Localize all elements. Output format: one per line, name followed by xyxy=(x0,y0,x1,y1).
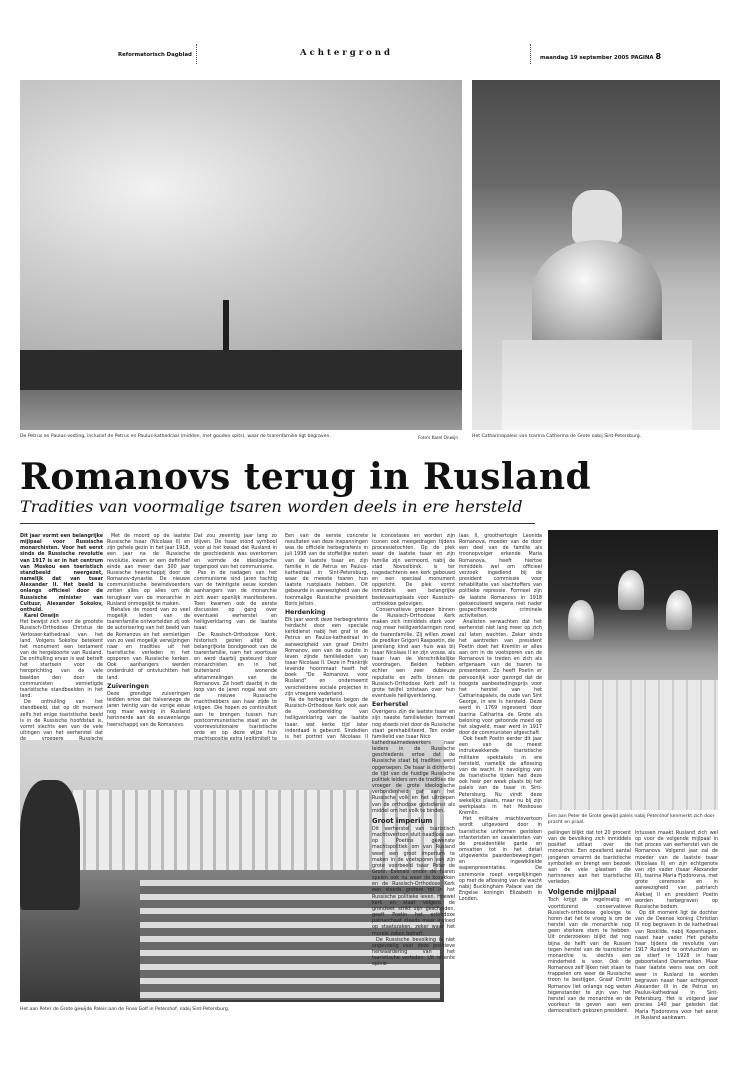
fortress-photo xyxy=(20,80,462,430)
skyline xyxy=(20,350,462,390)
paragraph: le iconostases en worden zijn iconen ook meegedragen tijdens processietochten. Op de plek waar de laatste tsaar en zijn familie zijn vermoord, nabij de stad Novosibirsk, is ter nagedachtenis een kerk gebouwd en een speciaal monument opgericht. De plek vormt inmiddels een belangrijke bedevaartsplaats voor Russisch-orthodoxe gelovigen. xyxy=(372,533,455,607)
page-number: 8 xyxy=(655,52,662,61)
issue-date: maandag 19 september 2005 xyxy=(540,55,629,61)
double-eagle-ornament xyxy=(572,190,622,245)
palace-dome xyxy=(532,240,662,350)
photo-credit: Foto's Karel Onwijn xyxy=(418,435,458,440)
tree xyxy=(20,780,80,910)
article-subtitle: Tradities van voormalige tsaren worden deels in ere hersteld xyxy=(20,497,523,516)
paragraph: Analisten verwachten dat het eerherstel niet lang meer op zich zal laten wachten. Zeker sinds het aantreden van president Poetin doet het Kremlin er alles aan om in de voetsporen van de Romanovs te treden en zich als erfgenaam van de tsaren te presenteren. Zo heeft Poetin er persoonlijk voor gezorgd dat de hoogste aanbestedingsprijs voor het herstel van het Catharinapaleis, de oude van Sint George, in ere is hersteld. Deze werd in 1769 ingevoerd door tsarina Catharina de Grote als beloning voor getoonde moed op het slagveld, maar werd in 1917 door de communisten afgeschaft. xyxy=(459,619,542,736)
subheading-zuiveringen: Zuiveringen xyxy=(107,682,149,690)
paragraph: Overigens zijn de laatste tsaar en zijn naaste familieleden formeel nog steeds niet door de Russische staat gerehabiliteerd. Ten onder familielid van tsaar Nico xyxy=(372,709,455,740)
paragraph: Intussen maakt Rusland zich wel op voor de volgende mijlpaal in het proces van eerherstel van de Romanovs. Volgend jaar zal de moeder van de laatste tsaar (Nicolaas II) en zijn echtgenote van zijn vader (tsaar Alexander III), tsarina Maria Fjodorovna, met grote ceremonie en in aanwezigheid van patriarch Aleksej II en president Poetin worden herbegraven op Russische bodem. xyxy=(635,830,718,910)
paragraph: Dit eerherstel van tsaristisch machtsvertoon sluit naadloos aan op Poetins gewenste machtspolitiek om van Rusland weer een groot imperium te maken in de voetsporen van zijn grote voorbeeld tsaar Peter de Grote. Evenals onder de tsaren spelen ook nu weer de kosakken en de Russisch-Orthodoxe Kerk een steeds grotere rol in het Russische politieke leven. Hoewel kerk en staat volgens de grondwet strikt zijn gescheiden, geeft Poetin het orthodoxe patriarchaat steeds meer invloed op staatszaken, zeker waar het morele zaken betreft. xyxy=(372,825,455,937)
paragraph: De Russische bevolking is niet ongevoelig voor deze positieve herwaardering van het tsaristische verleden. Uit recente opinie- xyxy=(372,936,455,968)
paragraph: Deze grondige zuiveringen leidden ertoe dat halverwege de jaren twintig van de vorige eeuw nog maar weinig in Rusland herinnerde aan de eeuwenlange heerschappij van de Romanovs. xyxy=(107,690,190,728)
palace-dome-photo xyxy=(472,80,720,430)
article-column-3 xyxy=(194,533,277,735)
article-title: Romanovs terug in Rusland xyxy=(20,456,592,498)
photo-caption-finse-golf: Het aan Peter de Grote gewijde Paleis aan de Finse Golf in Petershof, nabij Sint-Petersburg. xyxy=(20,1007,230,1012)
paragraph: Ook heeft Poetin eerder dit jaar een van de meest indrukwekkende tsaristische militaire spektakels in ere hersteld, namelijk de aflossing van de wacht. In navolging van de tsaristische tijden had deze ook heer per week plaats bij het paleis van de tsaar in Sint-Petersburg. Nu vindt deze wekelijks plaats, maar nu bij zijn werkplaats in het Moskouse Kremlin. xyxy=(459,736,542,817)
paragraph: De onthulling van het standbeeld, dat op dit moment zelfs het enige tsaristische beeld is in de Russische hoofdstad is, vormt slechts een van de vele uitingen van het eerherstel dat xyxy=(20,699,103,736)
onion-dome xyxy=(618,570,644,610)
paragraph: kathedraalmedewerkers naar leiders in de Russische geschiedenis ertoe dat de Russische staat bij tradities werd opgeroepen. De tsaar is dichterbij de tijd van de huidige Russische politiek leiders om de tradities die vroeger de grote ideologische verbondenheid gaf aan het Russische volk en het uitroepen van de orthodoxe godsdienst als middel om het volk te binden. xyxy=(372,740,455,814)
title-rule xyxy=(20,523,535,524)
paragraph: Elk jaar wordt deze herbegrafenis herdacht door een speciale kerkdienst nabij het graf in de Petrus en Paulus-kathedraal in aanwezigheid van graaf Dmitri Romanov, een van de oudste in leven zijnde familieleden van tsaar Nicolaas II. Deze in Frankrijk levende hoornmaat heeft het boek "De Romanovs voor Rusland" en onderneemt verscheidene sociale projecten in zijn vroegere vaderland. xyxy=(285,616,368,697)
cathedral-spire xyxy=(223,300,229,355)
paragraph: Pas in de nadagen van het communisme sind jaren tachtig van de twintigste eeuw konden aanhangers van de monarchie zich weer openlijk manifesteren. Toen kwamen ook de eerste discussies op gang over eventueel eerherstel en heiligverklaring van de laatste tsaar. xyxy=(194,569,277,632)
subheading-groot-imperium: Groot imperium xyxy=(372,816,433,825)
paragraph: laas II, groothertogin Leonida Romanova, moeder van de door een deel van de familie als troonopvolger erkende Maria Romanova, heeft hiertoe inmiddels wel om officieel verzoek ingediend bij de president commissie voor rehabilitatie van slachtoffers van politieke repressie. Formeel zijn de laatste Romanovs in 1918 geëxecuteerd wegens niet nader gespecificeerde criminele activiteiten. xyxy=(459,533,542,620)
paragraph: Met de moord op de laatste Russische tsaar (Nicolaas II) en zijn gehele gezin in het jaar 1918, een jaar na de Russische revolutie, kwam er een definitief einde aan meer dan 300 jaar Russische heerschappij door de Romanov-dynastie. De nieuwe communistische bewindvoerders zetten alles op alles om de terugkeer van de monarchie in Rusland onmogelijk te maken. xyxy=(107,533,190,607)
subheading-herdenking: Herdenking xyxy=(285,608,326,616)
paragraph: Na de herbegrafenis begon de Russisch-Orthodoxe Kerk ook aan de voorbereiding van heiligverklaring van de laatste tsaar, wat kerke tijd later inderdaad is gebeurd. Sindsdien is het portret van Nicolaas II xyxy=(285,696,368,740)
sky xyxy=(20,80,462,350)
paragraph: Op dit moment ligt de dochter van de Deense koning Christian IX nog begraven in de kathedraal van Roskilde, nabij Kopenhagen, naast haar vader. Het gehalte haar tijdens de revolutie van 1917 Rusland te ontvluchten en ze stierf in 1928 in haar geboorteland Denemarken. Maar haar laatste wens was om ooit weer in Rusland te worden begraven naast haar echtgenoot Alexander III in de Petrus en Paulus-kathedraal in Sint-Petersburg. Het is volgend jaar precies 140 jaar geleden dat Maria Fjodorovna voor het eerst in Rusland aankwam. xyxy=(635,910,718,1021)
paragraph: Een van de eerste concrete resultaten van deze inspanningen was de officiële herbegrafenis in juli 1998 van de stoffelijke resten van de laatste tsaar en zijn familie in de Petrus en Paulus-kathedraal in Sint-Petersburg, waar de meeste tsaren hun laatste rustplaats hebben. Dit gebeurde in aanwezigheid van de toenmalige Russische president Boris Jeltsin. xyxy=(285,533,368,607)
article-lead: Dit jaar vormt een belangrijke mijlpaal voor Russische monarchisten. Voor het eerst sinds de Russische revolutie van 1917 is er in het centrum van Moskou een toeristisch standbeeld neergezet, namelijk dat van tsaar Alexander II. Het beeld is onlangs officieel door de Russische minister van Cultuur, Alexander Sokolov, onthuld. xyxy=(20,533,103,613)
paragraph: Conservatieve groepen binnen de Russisch-Orthodoxe Kerk maken zich inmiddels sterk voor nog meer heiligverklaringen rond de tsarenfamilie. Zij willen zowel de prediker Grigorii Raspoetin, die jarenlang kind aan huis was bij tsaar Nicolaas II en zijn vrouw, als tsaar Ivan de Verschrikkelijke voordragen. Beiden hebben echter een zeer dubieuze reputatie en zelfs binnen de Russisch-Orthodoxe Kerk zelf is grote twijfel ontstaan over hun eventuele heiligverklaring. xyxy=(372,606,456,700)
paragraph: Het bewijst zich voor de grootste Russisch-Orthodoxe Christus de Verlosser-kathedraal van het land. Volgens Sokolov betekent het monument een testament van de hergeboorte van Rusland. De onthulling ervan is wat betreft het startsein voor de heroprichting van de vele beelden den door de communisten vernietigde tsaristische standbeelden in het land. xyxy=(20,619,103,700)
byline: Karel Onwijn xyxy=(24,613,59,620)
paragraph: Toch krijgt de regelmatig en voortdurend conservatieve Russisch-orthodoxe gelovige te horen dat het te vroeg is om de herstel van de monarchie nog geen sterkere stem te hebben. Uit onderzoeken blijkt dat nog bijna de helft van de Russen tegen herstel van de tsaristische monarchie is, slechts een minderheid is voor. Ook de Romanovs zelf lijken niet staan te trappelen om weer de Russische troon te bestijgen. Graaf Dmitri Romanov liet onlangs nog weten tegenstander te zijn van het herstel van de monarchie en de voorkeur te geven aan een democratisch gekozen president. xyxy=(548,897,631,1015)
subheading-volgende-mijlpaal: Volgende mijlpaal xyxy=(548,888,617,897)
newspaper-name: Reformatorisch Dagblad xyxy=(118,52,192,58)
paragraph: Behalve de moord van zo veel mogelijk leden van de tsarenfamilie ontwortelden zij ook de autorisering van het beeld van de Romanovs en het vernietigen van zo veel mogelijk verwijzingen naar en tradities uit het tsaristische verleden in het opsporen van Russische kerken. Ook aanhangers werden onderdrukt of ontvluchtten het land. xyxy=(107,606,190,681)
article-column-9 xyxy=(635,830,718,1021)
paragraph: peilingen blijkt dat tot 20 procent van de bevolking zich inmiddels positief uitlaat over de monarchie. Een opvallend aantal jongeren omarmt de tsaristische symboliek en brengt een bezoek aan de vele plaatsen die herinneren aan het tsaristische verleden. xyxy=(548,830,631,886)
onion-dome xyxy=(568,600,594,640)
paragraph: Dat zou zeventig jaar lang zo blijven. De tsaar stond symbool voor al het kwaad dat Rusland in de geschiedenis was overkomen en vormde de ideologische tegenpool van het communisme. xyxy=(194,533,277,570)
article-column-7 xyxy=(372,740,455,1003)
article-column-5 xyxy=(372,533,456,740)
section-title: Achtergrond xyxy=(300,48,393,58)
header-divider-left xyxy=(196,44,197,64)
article-column-2 xyxy=(107,533,190,735)
palace-facade xyxy=(502,340,692,430)
article-column-4 xyxy=(285,533,368,740)
subheading-eerherstel: Eerherstel xyxy=(372,701,409,709)
article-column-1 xyxy=(20,533,103,735)
petershof-palace-photo xyxy=(548,530,718,810)
header-date-page xyxy=(540,52,661,61)
onion-dome xyxy=(666,590,692,630)
palace-wall xyxy=(548,680,718,810)
paragraph: De Russisch-Orthodoxe Kerk, historisch gezien altijd de belangrijkste bondgenoot van de tsarenfamilie, nam het voortouw en werd daarbij gesteund door monarchisten en in het buitenland wonende afstammelingen van de Romanovs. Ze hoeft daarbij in de loop van de jaren nogal wat om de nieuwe Russische machthebbers aan haar zijde te krijgen. Die hopen zo continuïteit aan te brengen tussen hun postcommunistische staat en de voorrevolutionaire tsaristische orde en op deze wijze hun xyxy=(194,631,277,736)
river xyxy=(20,390,462,430)
photo-caption-fortress: De Petrus en Paulus-vesting, inclusief de Petrus en Paulus-kathedraal (midden, met gouden spits), waar de tsarenfamilie ligt begraven. xyxy=(20,434,331,439)
photo-caption-petershof: Een aan Peter de Grote gewijd paleis nabij Petershof kenmerkt zich door pracht en praal. xyxy=(548,814,715,825)
article-column-8 xyxy=(548,830,631,1015)
photo-caption-catharinapaleis: Het Catharinapaleis van tsarina Catherina de Grote nabij Sint-Petersburg. xyxy=(472,434,642,439)
page-label: PAGINA xyxy=(630,55,654,61)
article-column-6 xyxy=(459,533,542,1003)
paragraph: Het militaire machtsvertoon wordt uitgevoerd door in tsaristische uniformen gestoken infanteristen en cavaleristen van de presidentiële garde en omvatten tot in het detail uitgewerkte paardenbewegingen en ingewikkelde wapenpresentaties. De ceremonie roept vergelijkingen op met de aflossing van de wacht nabij Buckingham Palace van de Engelse koningin Elizabeth in Londen. xyxy=(459,816,542,903)
header-divider-right xyxy=(530,44,531,64)
